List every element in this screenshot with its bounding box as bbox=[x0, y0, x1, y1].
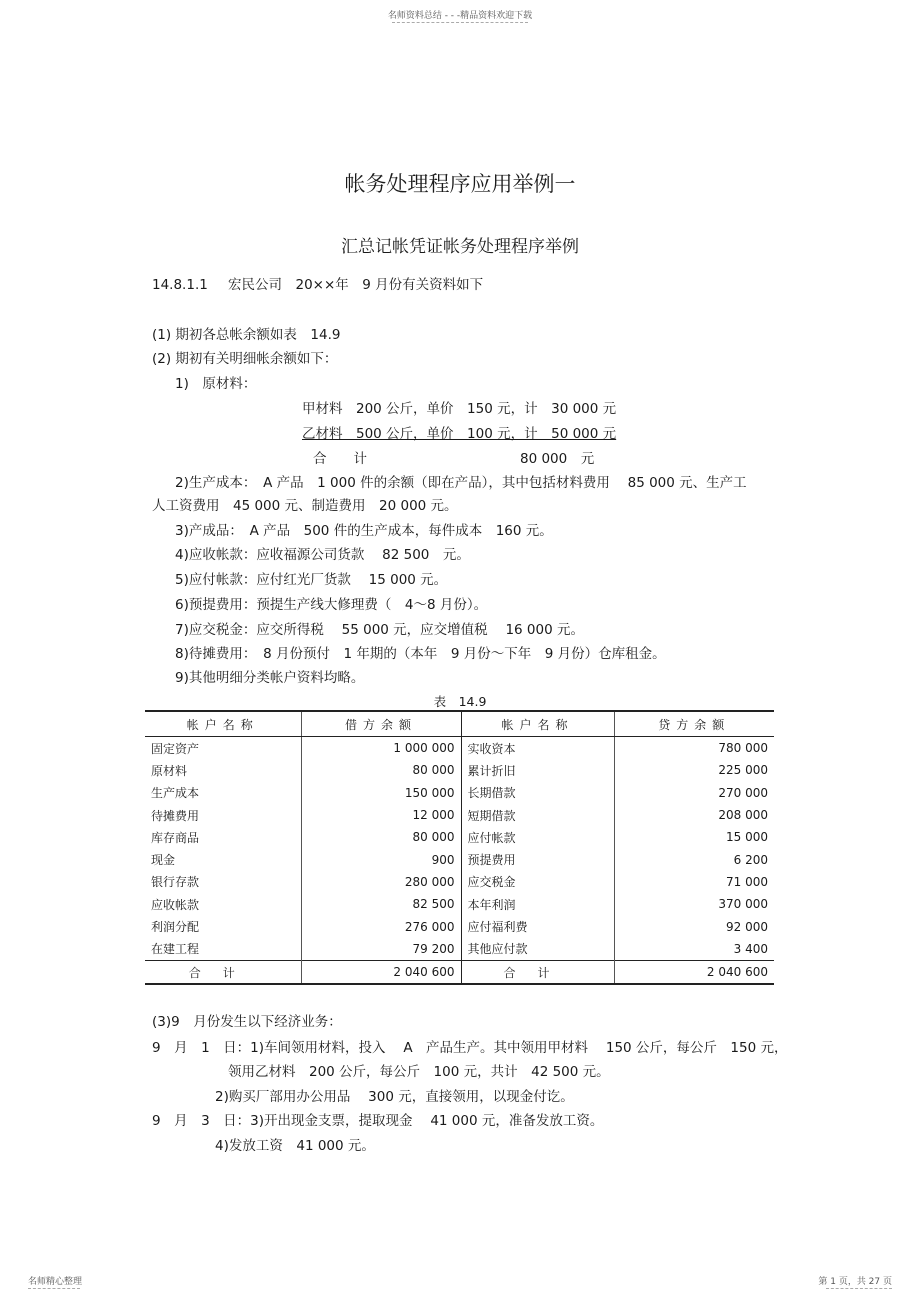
material-total-label: 合 计 bbox=[313, 451, 367, 467]
header-divider bbox=[392, 22, 528, 23]
credit-account-name: 预提费用 bbox=[461, 848, 614, 870]
credit-balance: 370 000 bbox=[718, 897, 768, 912]
credit-account-name: 本年利润 bbox=[461, 893, 614, 915]
para-7: 7)应交税金：应交所得税 55 000 元，应交增值税 16 000 元。 bbox=[175, 622, 584, 638]
debit-account-name: 待摊费用 bbox=[145, 804, 301, 826]
debit-account-name: 银行存款 bbox=[145, 871, 301, 893]
table-row bbox=[145, 938, 774, 961]
para-2-line-1: 2)生产成本： A 产品 1 000 件的余额（即在产品），其中包括材料费用 85 000 元、生产工 bbox=[175, 475, 747, 491]
event-1-line-2: 领用乙材料 200 公斤，每公斤 100 元，共计 42 500 元。 bbox=[228, 1064, 610, 1080]
page-number: 第 1 页，共 27 页 bbox=[818, 1277, 892, 1287]
credit-balance: 780 000 bbox=[718, 741, 768, 756]
para-5: 5)应付帐款：应付红光厂货款 15 000 元。 bbox=[175, 572, 448, 588]
para-4: 4)应收帐款：应收福源公司货款 82 500 元。 bbox=[175, 547, 470, 563]
raw-materials-label: 1) 原材料： bbox=[175, 376, 257, 392]
table-row bbox=[145, 737, 774, 760]
credit-balance: 92 000 bbox=[726, 919, 768, 934]
debit-balance: 80 000 bbox=[301, 759, 461, 781]
material-line-a: 甲材料 200 公斤，单价 150 元，计 30 000 元 bbox=[302, 401, 617, 417]
credit-balance: 6 200 bbox=[733, 852, 768, 867]
document-subtitle: 汇总记帐凭证帐务处理程序举例 bbox=[341, 237, 579, 257]
debit-balance: 276 000 bbox=[301, 915, 461, 937]
page-header-note: 名师资料总结 - - -精品资料欢迎下载 bbox=[387, 11, 533, 21]
credit-account-name: 其他应付款 bbox=[461, 938, 614, 961]
debit-account-name: 利润分配 bbox=[145, 915, 301, 937]
table-row bbox=[145, 826, 774, 848]
credit-account-name: 应交税金 bbox=[461, 871, 614, 893]
table-row bbox=[145, 893, 774, 915]
credit-balance: 3 400 bbox=[733, 941, 768, 956]
col-header-credit-account: 帐户名称 bbox=[461, 711, 614, 737]
events-intro: (3)9 月份发生以下经济业务： bbox=[152, 1014, 342, 1030]
credit-account-name: 应付帐款 bbox=[461, 826, 614, 848]
debit-balance: 150 000 bbox=[301, 782, 461, 804]
table-row bbox=[145, 848, 774, 870]
debit-balance: 1 000 000 bbox=[301, 737, 461, 760]
material-line-b: 乙材料 500 公斤，单价 100 元，计 50 000 元 bbox=[302, 426, 617, 442]
item-2: (2) 期初有关明细帐余额如下： bbox=[152, 351, 338, 367]
para-6: 6)预提费用：预提生产线大修理费（ 4～8 月份）。 bbox=[175, 597, 488, 613]
credit-balance: 71 000 bbox=[726, 874, 768, 889]
footer-left-note: 名师精心整理 bbox=[28, 1277, 83, 1287]
credit-account-name: 累计折旧 bbox=[461, 759, 614, 781]
footer-right-divider bbox=[826, 1288, 892, 1289]
debit-balance: 82 500 bbox=[301, 893, 461, 915]
balance-table bbox=[145, 710, 774, 985]
debit-account-name: 原材料 bbox=[145, 759, 301, 781]
event-2: 2)购买厂部用办公用品 300 元，直接领用，以现金付讫。 bbox=[215, 1089, 574, 1105]
debit-account-name: 生产成本 bbox=[145, 782, 301, 804]
total-label-credit: 合计 bbox=[461, 960, 614, 984]
table-row bbox=[145, 759, 774, 781]
para-3: 3)产成品： A 产品 500 件的生产成本，每件成本 160 元。 bbox=[175, 523, 553, 539]
debit-balance: 280 000 bbox=[301, 871, 461, 893]
debit-account-name: 库存商品 bbox=[145, 826, 301, 848]
table-row bbox=[145, 871, 774, 893]
table-caption: 表 14.9 bbox=[433, 694, 487, 709]
debit-balance: 12 000 bbox=[301, 804, 461, 826]
para-8: 8)待摊费用： 8 月份预付 1 年期的（本年 9 月份～下年 9 月份）仓库租金。 bbox=[175, 646, 666, 662]
section-number: 14.8.1.1 bbox=[152, 277, 208, 293]
document-title: 帐务处理程序应用举例一 bbox=[344, 172, 576, 196]
para-2-line-2: 人工资费用 45 000 元、制造费用 20 000 元。 bbox=[152, 498, 458, 514]
debit-balance: 900 bbox=[301, 848, 461, 870]
credit-account-name: 应付福利费 bbox=[461, 915, 614, 937]
debit-account-name: 在建工程 bbox=[145, 938, 301, 961]
table-row bbox=[145, 915, 774, 937]
credit-balance: 208 000 bbox=[718, 808, 768, 823]
debit-balance: 80 000 bbox=[301, 826, 461, 848]
debit-balance: 79 200 bbox=[301, 938, 461, 961]
para-9: 9)其他明细分类帐户资料均略。 bbox=[175, 670, 365, 686]
credit-account-name: 实收资本 bbox=[461, 737, 614, 760]
credit-balance: 225 000 bbox=[718, 763, 768, 778]
material-total-value: 80 000 元 bbox=[520, 451, 595, 467]
credit-balance: 270 000 bbox=[718, 785, 768, 800]
table-row bbox=[145, 782, 774, 804]
credit-account-name: 短期借款 bbox=[461, 804, 614, 826]
debit-account-name: 现金 bbox=[145, 848, 301, 870]
table-header-row bbox=[145, 711, 774, 737]
total-label-debit: 合计 bbox=[145, 960, 301, 984]
section-text: 宏民公司 20××年 9 月份有关资料如下 bbox=[228, 277, 484, 293]
debit-account-name: 固定资产 bbox=[145, 737, 301, 760]
event-1-line-1: 9 月 1 日：1)车间领用材料，投入 A 产品生产。其中领用甲材料 150 公斤，每公斤 150 元， bbox=[152, 1040, 788, 1056]
table-total-row bbox=[145, 960, 774, 984]
table-row bbox=[145, 804, 774, 826]
col-header-debit-balance: 借方余额 bbox=[301, 711, 461, 737]
event-3: 9 月 3 日：3)开出现金支票，提取现金 41 000 元，准备发放工资。 bbox=[152, 1113, 604, 1129]
total-debit: 2 040 600 bbox=[301, 960, 461, 984]
debit-account-name: 应收帐款 bbox=[145, 893, 301, 915]
col-header-credit-balance: 贷方余额 bbox=[614, 711, 774, 737]
credit-account-name: 长期借款 bbox=[461, 782, 614, 804]
col-header-debit-account: 帐户名称 bbox=[145, 711, 301, 737]
total-credit: 2 040 600 bbox=[614, 960, 774, 984]
event-4: 4)发放工资 41 000 元。 bbox=[215, 1138, 375, 1154]
footer-left-divider bbox=[28, 1288, 80, 1289]
item-1: (1) 期初各总帐余额如表 14.9 bbox=[152, 327, 341, 343]
credit-balance: 15 000 bbox=[726, 830, 768, 845]
